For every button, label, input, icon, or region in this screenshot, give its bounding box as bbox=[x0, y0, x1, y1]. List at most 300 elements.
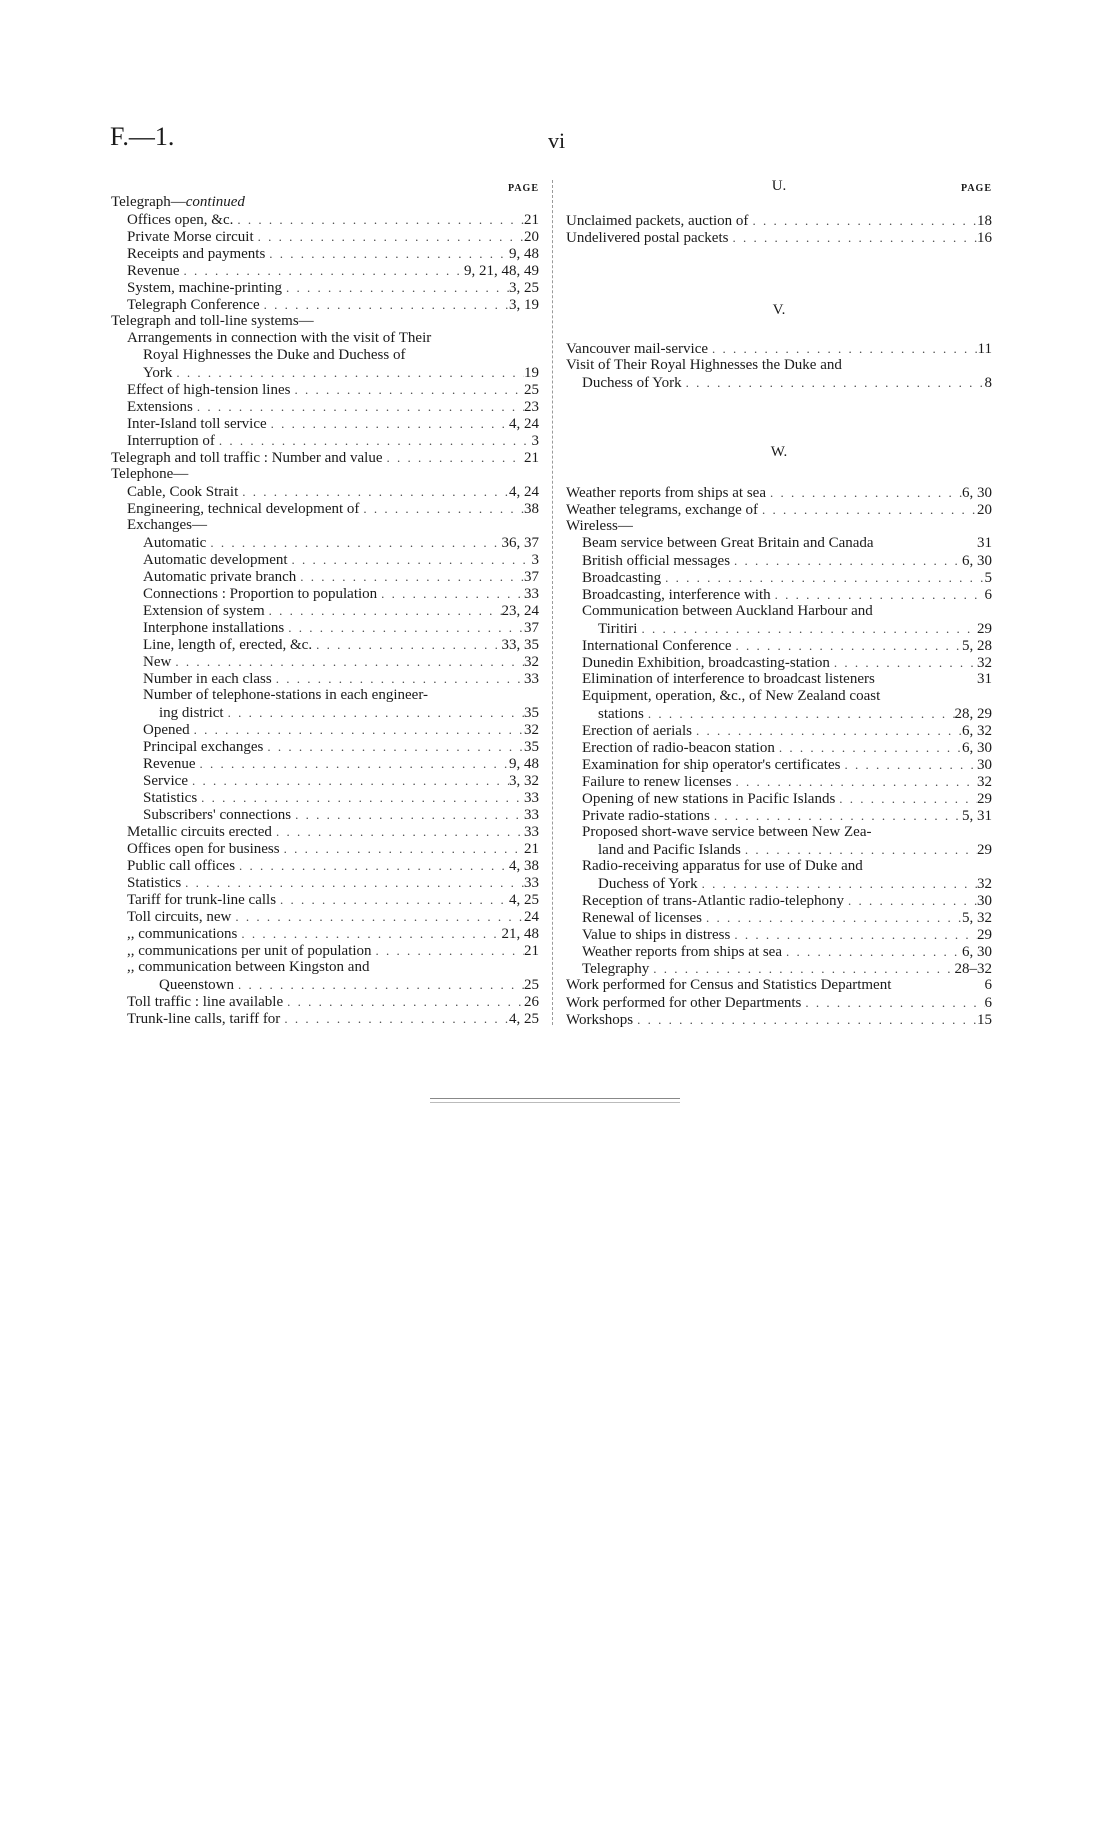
leader-dots bbox=[372, 942, 524, 959]
index-entry-text: Unclaimed packets, auction of bbox=[566, 213, 749, 229]
index-entry-page: 33 bbox=[524, 671, 539, 687]
index-entry-page: 26 bbox=[524, 994, 539, 1010]
leader-dots bbox=[238, 483, 509, 500]
index-entry bbox=[111, 823, 539, 840]
index-entry-text: Subscribers' connections bbox=[143, 807, 292, 823]
page-number: vi bbox=[548, 128, 566, 153]
index-entry bbox=[566, 773, 992, 790]
leader-dots bbox=[359, 500, 524, 517]
leader-dots bbox=[732, 773, 977, 790]
index-entry bbox=[566, 229, 992, 246]
index-entry-page: 33 bbox=[524, 790, 539, 806]
index-entry-text: Private radio-stations bbox=[582, 808, 710, 824]
index-entry bbox=[566, 858, 992, 875]
index-entry-page: 3 bbox=[531, 552, 539, 568]
leader-dots bbox=[296, 568, 524, 585]
leader-dots bbox=[682, 374, 985, 391]
index-entry bbox=[111, 415, 539, 432]
index-entry bbox=[111, 959, 539, 976]
index-entry bbox=[566, 357, 992, 374]
index-entry bbox=[111, 993, 539, 1010]
index-entry bbox=[111, 483, 539, 500]
index-entry-page: 20 bbox=[977, 502, 992, 518]
index-entry bbox=[566, 722, 992, 739]
index-entry-text: stations bbox=[598, 706, 644, 722]
index-entry bbox=[111, 534, 539, 551]
index-entry-page: 35 bbox=[524, 739, 539, 755]
index-entry bbox=[566, 926, 992, 943]
index-entry bbox=[111, 619, 539, 636]
leader-dots bbox=[265, 245, 509, 262]
index-entry bbox=[111, 976, 539, 993]
index-entry bbox=[111, 806, 539, 823]
index-entry bbox=[111, 449, 539, 466]
leader-dots bbox=[844, 892, 977, 909]
leader-dots bbox=[195, 755, 509, 772]
index-entry-text: Wireless— bbox=[566, 518, 633, 534]
index-entry-text: Automatic development bbox=[143, 552, 288, 568]
index-entry-text: Service bbox=[143, 773, 188, 789]
index-entry-page: 31 bbox=[977, 671, 992, 687]
index-entry bbox=[111, 381, 539, 398]
leader-dots bbox=[840, 756, 977, 773]
index-entry-text: Value to ships in distress bbox=[582, 927, 731, 943]
index-entry-text: Metallic circuits erected bbox=[127, 824, 272, 840]
index-entry-text: Elimination of interference to broadcast listeners bbox=[582, 671, 875, 687]
leader-dots bbox=[272, 670, 524, 687]
index-entry bbox=[566, 654, 992, 671]
leader-dots bbox=[730, 926, 977, 943]
index-entry-text: Beam service between Great Britain and Canada bbox=[582, 535, 874, 551]
leader-dots bbox=[377, 585, 524, 602]
index-entry-text: Radio-receiving apparatus for use of Duke and bbox=[582, 858, 863, 874]
index-entry-page: 32 bbox=[977, 774, 992, 790]
index-entry-text: Inter-Island toll service bbox=[127, 416, 267, 432]
index-entry-page: 28–32 bbox=[954, 961, 992, 977]
page-column-heading: PAGE bbox=[960, 183, 992, 194]
leader-dots bbox=[224, 704, 524, 721]
index-entry-page: 6, 30 bbox=[962, 485, 992, 501]
leader-dots bbox=[280, 840, 524, 857]
index-entry-page: 25 bbox=[524, 382, 539, 398]
index-entry-page: 21 bbox=[524, 841, 539, 857]
index-entry bbox=[111, 313, 539, 330]
index-entry bbox=[566, 977, 992, 994]
index-entry bbox=[111, 517, 539, 534]
index-entry-page: 3 bbox=[531, 433, 539, 449]
index-entry-text: Public call offices bbox=[127, 858, 236, 874]
index-entry bbox=[566, 603, 992, 620]
index-entry-text: Opening of new stations in Pacific Islands bbox=[582, 791, 836, 807]
index-entry-text: Automatic bbox=[143, 535, 207, 551]
index-entry-page: 28, 29 bbox=[954, 706, 992, 722]
index-entry bbox=[566, 943, 992, 960]
index-entry-page: 15 bbox=[977, 1012, 992, 1028]
index-entry-page: 6, 30 bbox=[962, 553, 992, 569]
leader-dots bbox=[782, 943, 962, 960]
index-entry-page: 35 bbox=[524, 705, 539, 721]
leader-dots bbox=[775, 739, 962, 756]
index-entry-text: New bbox=[143, 654, 172, 670]
index-entry-text: Revenue bbox=[143, 756, 196, 772]
index-entry bbox=[566, 790, 992, 807]
leader-dots bbox=[193, 398, 524, 415]
index-entry-text: ing district bbox=[159, 705, 224, 721]
index-entry-page: 9, 48 bbox=[509, 756, 539, 772]
leader-dots bbox=[702, 909, 962, 926]
leader-dots bbox=[260, 296, 509, 313]
index-entry-page: 31 bbox=[977, 535, 992, 551]
index-entry bbox=[566, 688, 992, 705]
column-divider bbox=[552, 180, 553, 1025]
index-entry bbox=[566, 518, 992, 535]
index-entry-text: Royal Highnesses the Duke and Duchess of bbox=[143, 347, 406, 363]
index-entry bbox=[566, 875, 992, 892]
index-entry bbox=[566, 705, 992, 722]
index-entry-page: 18 bbox=[977, 213, 992, 229]
index-entry-page: 21, 48 bbox=[501, 926, 539, 942]
index-entry-text: Undelivered postal packets bbox=[566, 230, 729, 246]
index-entry-text: Telegraph Conference bbox=[127, 297, 260, 313]
leader-dots bbox=[692, 722, 962, 739]
index-entry bbox=[111, 840, 539, 857]
index-entry-text: Revenue bbox=[127, 263, 180, 279]
index-entry bbox=[111, 347, 539, 364]
leader-dots bbox=[172, 364, 524, 381]
index-entry bbox=[111, 296, 539, 313]
index-entry-page: 32 bbox=[977, 876, 992, 892]
index-entry-text: Offices open for business bbox=[127, 841, 280, 857]
leader-dots bbox=[766, 484, 962, 501]
leader-dots bbox=[265, 602, 502, 619]
index-entry-text: Erection of aerials bbox=[582, 723, 692, 739]
index-entry-text: Broadcasting, interference with bbox=[582, 587, 771, 603]
leader-dots bbox=[649, 960, 954, 977]
index-entry bbox=[566, 807, 992, 824]
leader-dots bbox=[171, 653, 524, 670]
index-entry-page: 3, 32 bbox=[509, 773, 539, 789]
index-entry bbox=[111, 738, 539, 755]
leader-dots bbox=[801, 994, 984, 1011]
leader-dots bbox=[633, 1011, 977, 1028]
index-entry-text: Failure to renew licenses bbox=[582, 774, 732, 790]
leader-dots bbox=[830, 654, 977, 671]
leader-dots bbox=[283, 993, 524, 1010]
index-entry-page: 19 bbox=[524, 365, 539, 381]
index-entry-text: Telegraphy bbox=[582, 961, 650, 977]
index-entry bbox=[111, 772, 539, 789]
leader-dots bbox=[282, 279, 509, 296]
index-entry-text: Workshops bbox=[566, 1012, 634, 1028]
index-entry-text: Extensions bbox=[127, 399, 193, 415]
index-entry-page: 6, 30 bbox=[962, 944, 992, 960]
index-entry bbox=[111, 755, 539, 772]
leader-dots bbox=[267, 415, 509, 432]
index-entry-page: 4, 24 bbox=[509, 416, 539, 432]
index-entry-text: Cable, Cook Strait bbox=[127, 484, 239, 500]
leader-dots bbox=[280, 1010, 509, 1027]
index-entry-page: 6, 32 bbox=[962, 723, 992, 739]
index-entry bbox=[566, 994, 992, 1011]
index-entry-page: 11 bbox=[977, 341, 992, 357]
index-entry-page: 30 bbox=[977, 893, 992, 909]
index-entry-page: 4, 25 bbox=[509, 892, 539, 908]
index-entry bbox=[111, 585, 539, 602]
index-entry-text: ,, communications per unit of population bbox=[127, 943, 372, 959]
document-code: F.—1. bbox=[110, 122, 175, 151]
leader-dots bbox=[708, 340, 978, 357]
index-entry-page: 33, 35 bbox=[501, 637, 539, 653]
index-entry-page: 5, 28 bbox=[962, 638, 992, 654]
index-entry-page: 6 bbox=[984, 587, 992, 603]
index-entry-text: Vancouver mail-service bbox=[566, 341, 709, 357]
index-entry-text: Dunedin Exhibition, broadcasting-station bbox=[582, 655, 830, 671]
leader-dots bbox=[758, 501, 977, 518]
leader-dots bbox=[730, 552, 962, 569]
index-entry bbox=[111, 364, 539, 381]
index-entry-text: Extension of system bbox=[143, 603, 265, 619]
index-entry bbox=[566, 374, 992, 391]
index-entry bbox=[111, 908, 539, 925]
index-entry-text: Arrangements in connection with the visit of Their bbox=[127, 330, 432, 346]
section-letter-v: V. bbox=[772, 302, 786, 318]
index-entry-text: Weather telegrams, exchange of bbox=[566, 502, 759, 518]
index-entry-text: Statistics bbox=[143, 790, 198, 806]
index-entry-text: Statistics bbox=[127, 875, 182, 891]
index-entry bbox=[111, 330, 539, 347]
index-entry-text: Telegraph and toll traffic : Number and value bbox=[111, 450, 383, 466]
index-entry bbox=[111, 466, 539, 483]
index-entry bbox=[111, 262, 539, 279]
leader-dots bbox=[741, 841, 977, 858]
index-entry bbox=[111, 432, 539, 449]
index-entry bbox=[111, 500, 539, 517]
index-entry bbox=[111, 789, 539, 806]
index-entry-page: 37 bbox=[524, 620, 539, 636]
index-entry-text: Duchess of York bbox=[598, 876, 698, 892]
leader-dots bbox=[661, 569, 984, 586]
index-entry-text: Weather reports from ships at sea bbox=[566, 485, 766, 501]
section-v-list bbox=[566, 340, 992, 391]
leader-dots bbox=[254, 228, 524, 245]
leader-dots bbox=[290, 381, 524, 398]
index-entry-text: Connections : Proportion to population bbox=[143, 586, 378, 602]
page-column-heading: PAGE bbox=[507, 183, 539, 194]
index-entry-page: 20 bbox=[524, 229, 539, 245]
index-entry bbox=[111, 874, 539, 891]
index-entry bbox=[111, 568, 539, 585]
leader-dots bbox=[179, 262, 464, 279]
index-entry bbox=[111, 670, 539, 687]
index-entry-page: 29 bbox=[977, 791, 992, 807]
index-entry bbox=[111, 551, 539, 568]
index-entry-page: 33 bbox=[524, 586, 539, 602]
index-entry bbox=[111, 653, 539, 670]
index-entry-page: 9, 48 bbox=[509, 246, 539, 262]
index-entry bbox=[111, 891, 539, 908]
index-entry-text: Duchess of York bbox=[582, 375, 682, 391]
index-entry bbox=[111, 857, 539, 874]
index-entry-page: 33 bbox=[524, 824, 539, 840]
index-entry-text: Toll circuits, new bbox=[127, 909, 232, 925]
index-entry-text: Offices open, &c. bbox=[127, 212, 234, 228]
index-entry bbox=[566, 501, 992, 518]
index-entry bbox=[111, 942, 539, 959]
index-entry-text: Reception of trans-Atlantic radio-telephony bbox=[582, 893, 844, 909]
leader-dots bbox=[263, 738, 524, 755]
leader-dots bbox=[206, 534, 501, 551]
index-entry bbox=[566, 892, 992, 909]
footer-rule-secondary bbox=[430, 1102, 680, 1103]
index-entry-text: Effect of high-tension lines bbox=[127, 382, 291, 398]
leader-dots bbox=[698, 875, 977, 892]
index-entry bbox=[566, 484, 992, 501]
index-entry-page: 23, 24 bbox=[501, 603, 539, 619]
index-entry bbox=[111, 211, 539, 228]
index-entry-text: ,, communications bbox=[127, 926, 238, 942]
index-entry-text: ,, communication between Kingston and bbox=[127, 959, 370, 975]
index-entry-page: 16 bbox=[977, 230, 992, 246]
index-entry-text: land and Pacific Islands bbox=[598, 842, 741, 858]
index-entry-text: Telephone— bbox=[111, 466, 189, 482]
index-entry-page: 30 bbox=[977, 757, 992, 773]
index-entry-text: Communication between Auckland Harbour and bbox=[582, 603, 873, 619]
index-entry-text: Renewal of licenses bbox=[582, 910, 702, 926]
index-entry bbox=[566, 824, 992, 841]
index-entry-text: Tariff for trunk-line calls bbox=[127, 892, 277, 908]
index-entry bbox=[566, 841, 992, 858]
index-entry-text: Exchanges— bbox=[127, 517, 207, 533]
index-entry-page: 29 bbox=[977, 927, 992, 943]
index-entry bbox=[566, 1011, 992, 1028]
index-entry-text: Private Morse circuit bbox=[127, 229, 254, 245]
index-entry bbox=[111, 925, 539, 942]
section-letter-u: U. bbox=[771, 178, 787, 194]
leader-dots bbox=[728, 229, 977, 246]
index-entry-page: 24 bbox=[524, 909, 539, 925]
index-entry bbox=[566, 756, 992, 773]
index-entry-text: Toll traffic : line available bbox=[127, 994, 284, 1010]
leader-dots bbox=[644, 705, 955, 722]
index-entry-text: Proposed short-wave service between New Zea- bbox=[582, 824, 872, 840]
leader-dots bbox=[235, 857, 509, 874]
section-w-list bbox=[566, 484, 992, 1028]
index-entry-text: Queenstown bbox=[159, 977, 234, 993]
index-entry-text: Principal exchanges bbox=[143, 739, 264, 755]
index-entry-page: 3, 25 bbox=[509, 280, 539, 296]
index-entry-page: 9, 21, 48, 49 bbox=[464, 263, 539, 279]
index-entry bbox=[111, 721, 539, 738]
index-entry-text: Interruption of bbox=[127, 433, 215, 449]
leader-dots bbox=[291, 806, 524, 823]
leader-dots bbox=[231, 908, 524, 925]
index-entry-page: 33 bbox=[524, 875, 539, 891]
left-index-list bbox=[111, 194, 539, 1027]
index-entry-page: 4, 24 bbox=[509, 484, 539, 500]
index-entry-text: Engineering, technical development of bbox=[127, 501, 360, 517]
index-entry-page: 25 bbox=[524, 977, 539, 993]
index-entry-text: Weather reports from ships at sea bbox=[582, 944, 782, 960]
index-entry-page: 6 bbox=[984, 995, 992, 1011]
index-entry bbox=[111, 636, 539, 653]
index-entry-page: 32 bbox=[524, 722, 539, 738]
leader-dots bbox=[637, 620, 977, 637]
index-entry-text: Work performed for other Departments bbox=[566, 995, 802, 1011]
leader-dots bbox=[284, 619, 524, 636]
index-entry bbox=[566, 340, 992, 357]
index-entry-page: 21 bbox=[524, 450, 539, 466]
leader-dots bbox=[272, 823, 524, 840]
section-letter-w: W. bbox=[770, 444, 788, 460]
index-entry-page: 32 bbox=[524, 654, 539, 670]
index-entry-page: 36, 37 bbox=[501, 535, 539, 551]
index-entry-text: International Conference bbox=[582, 638, 732, 654]
index-entry-page: 5, 31 bbox=[962, 808, 992, 824]
index-entry-text: British official messages bbox=[582, 553, 731, 569]
index-entry-text: Erection of radio-beacon station bbox=[582, 740, 775, 756]
index-entry-text: Equipment, operation, &c., of New Zealand coast bbox=[582, 688, 881, 704]
index-entry-text: Automatic private branch bbox=[143, 569, 297, 585]
index-entry-page: 21 bbox=[524, 943, 539, 959]
index-entry bbox=[111, 704, 539, 721]
leader-dots bbox=[215, 432, 532, 449]
index-entry bbox=[111, 687, 539, 704]
index-entry-text: Work performed for Census and Statistics Department bbox=[566, 977, 892, 993]
leader-dots bbox=[288, 551, 532, 568]
index-entry bbox=[566, 960, 992, 977]
index-entry-page: 6 bbox=[984, 977, 992, 993]
index-entry-text: System, machine-printing bbox=[127, 280, 282, 296]
index-entry-page: 33 bbox=[524, 807, 539, 823]
leader-dots bbox=[710, 807, 962, 824]
leader-dots bbox=[188, 772, 509, 789]
index-entry-page: 3, 19 bbox=[509, 297, 539, 313]
index-entry-text: Broadcasting bbox=[582, 570, 662, 586]
index-entry-page: 5 bbox=[984, 570, 992, 586]
index-entry-text: Opened bbox=[143, 722, 190, 738]
index-entry-text: Telegraph—continued bbox=[111, 194, 245, 210]
leader-dots bbox=[748, 212, 977, 229]
index-entry-page: 23 bbox=[524, 399, 539, 415]
leader-dots bbox=[190, 721, 524, 738]
index-entry-page: 29 bbox=[977, 842, 992, 858]
index-entry-text: Tiritiri bbox=[598, 621, 638, 637]
index-entry-text: Interphone installations bbox=[143, 620, 285, 636]
index-entry bbox=[566, 586, 992, 603]
index-entry-page: 37 bbox=[524, 569, 539, 585]
index-entry bbox=[566, 212, 992, 229]
leader-dots bbox=[312, 636, 501, 653]
index-entry bbox=[111, 194, 539, 211]
index-entry-text: Line, length of, erected, &c. bbox=[143, 637, 313, 653]
index-entry-page: 8 bbox=[984, 375, 992, 391]
index-entry bbox=[566, 637, 992, 654]
index-entry-page: 5, 32 bbox=[962, 910, 992, 926]
leader-dots bbox=[237, 925, 501, 942]
index-entry-page: 4, 38 bbox=[509, 858, 539, 874]
index-entry bbox=[566, 739, 992, 756]
leader-dots bbox=[383, 449, 525, 466]
index-entry-text: Trunk-line calls, tariff for bbox=[127, 1011, 281, 1027]
index-entry-page: 29 bbox=[977, 621, 992, 637]
index-entry-page: 38 bbox=[524, 501, 539, 517]
leader-dots bbox=[732, 637, 962, 654]
leader-dots bbox=[835, 790, 977, 807]
index-entry-page: 6, 30 bbox=[962, 740, 992, 756]
index-entry-text: Number of telephone-stations in each engineer- bbox=[143, 687, 429, 703]
footer-rule bbox=[430, 1098, 680, 1099]
index-entry bbox=[566, 909, 992, 926]
